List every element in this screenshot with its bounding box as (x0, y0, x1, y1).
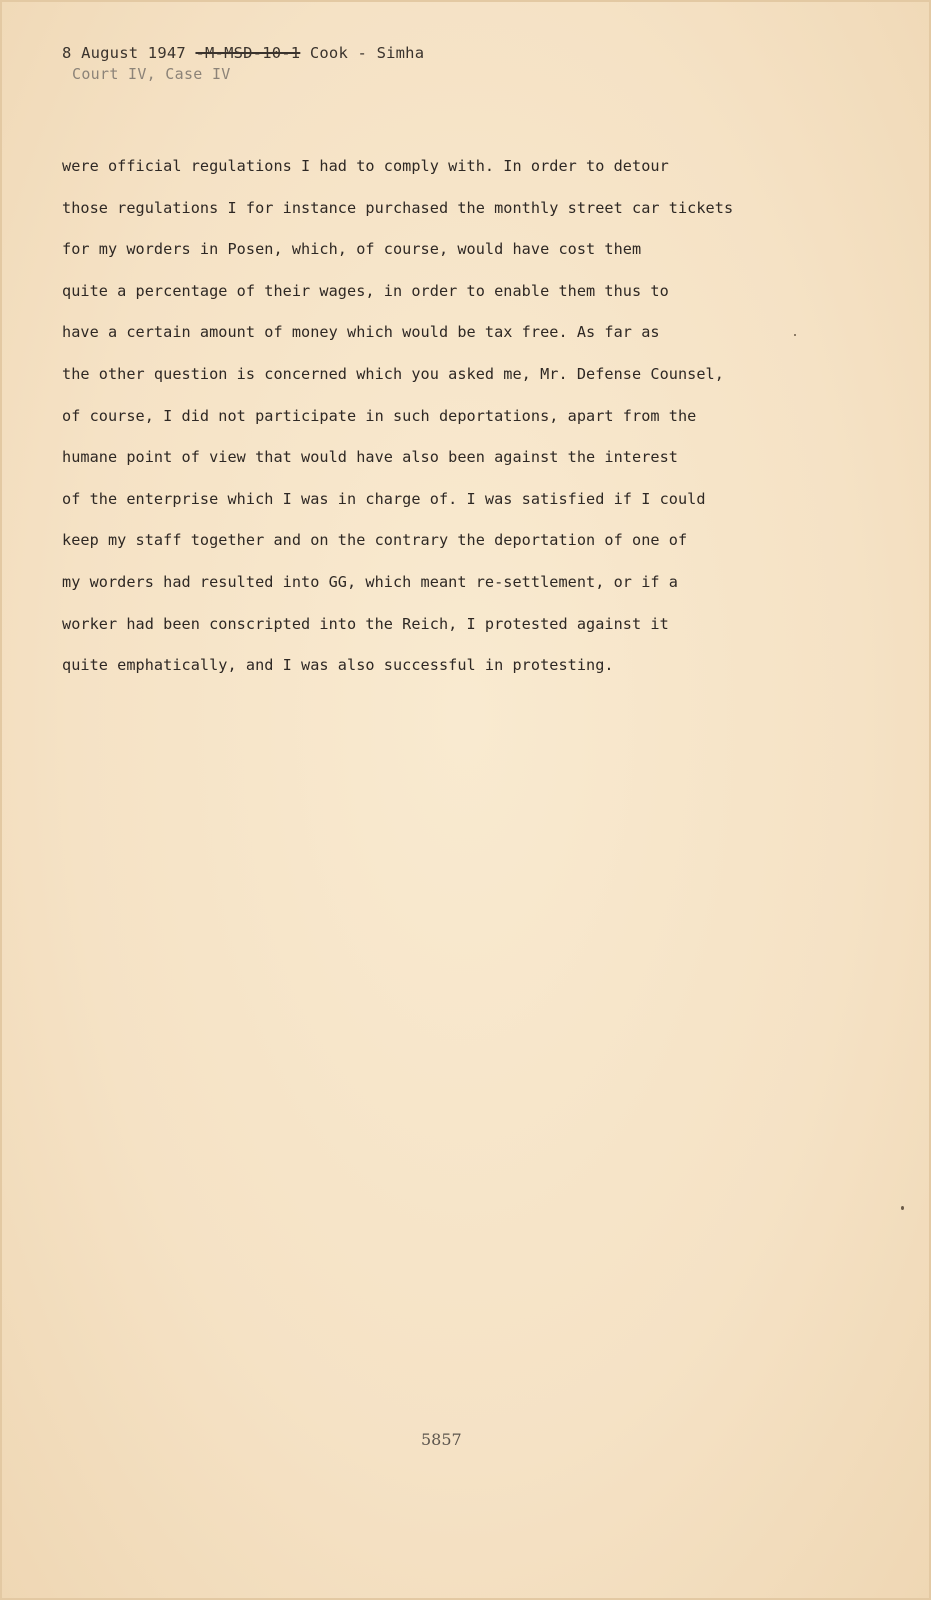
body-line: the other question is concerned which you asked me, Mr. Defense Counsel, (62, 364, 724, 383)
body-line: keep my staff together and on the contrary the deportation of one of (62, 531, 688, 550)
body-line: worker had been conscripted into the Reich, I protested against it (62, 614, 669, 633)
header-title-line (62, 44, 424, 62)
paper-speck (794, 334, 796, 336)
body-line: those regulations I for instance purchased the monthly street car tickets (62, 198, 734, 217)
header-names: Cook - Simha (300, 44, 425, 62)
body-line: quite a percentage of their wages, in order to enable them thus to (62, 281, 669, 300)
paper-speck (901, 1206, 904, 1210)
page-number: 5857 (421, 1430, 462, 1449)
body-line: were official regulations I had to comply with. In order to detour (62, 157, 669, 175)
document-header (62, 44, 424, 83)
body-line: humane point of view that would have also been against the interest (62, 448, 678, 467)
body-line: my worders had resulted into GG, which meant re-settlement, or if a (62, 572, 678, 591)
body-line: of course, I did not participate in such deportations, apart from the (62, 406, 697, 425)
header-court: Court IV, Case IV (72, 65, 231, 83)
transcript-body (62, 146, 822, 687)
body-line: quite emphatically, and I was also successful in protesting. (62, 656, 614, 675)
body-line: have a certain amount of money which would be tax free. As far as (62, 323, 660, 342)
header-code: -M-MSD-10-1 (195, 44, 301, 62)
body-line: of the enterprise which I was in charge of. I was satisfied if I could (62, 489, 706, 508)
body-line: for my worders in Posen, which, of course, would have cost them (62, 240, 642, 259)
header-date: 8 August 1947 (62, 44, 186, 62)
